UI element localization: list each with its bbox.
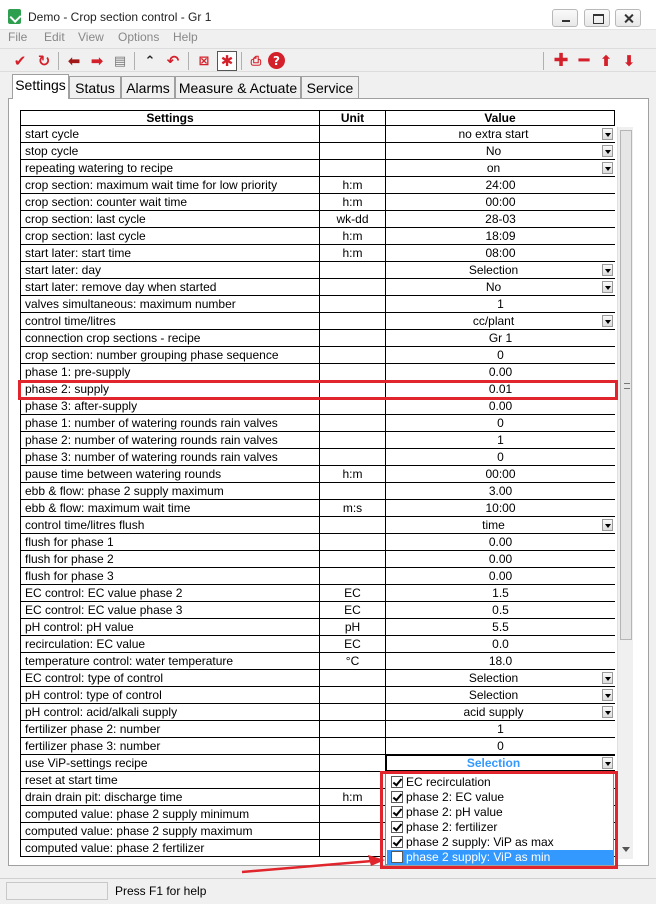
table-row[interactable] [20,755,615,772]
value-field[interactable] [386,449,615,465]
chevron-down-icon[interactable] [602,706,613,718]
value-text: 10:00 [485,501,516,515]
value-text: Selection [468,688,519,702]
table-row[interactable] [20,364,615,381]
table-row[interactable] [20,704,615,721]
value-text: 18:09 [485,229,516,243]
table-row[interactable] [20,619,615,636]
value-text: 18.0 [488,654,513,668]
setting-name-cell: EC control: EC value phase 3 [21,602,320,618]
setting-name-cell: stop cycle [21,143,320,159]
setting-name-cell: flush for phase 2 [21,551,320,567]
unit-cell: h:m [320,789,386,805]
status-text: Press F1 for help [115,884,207,898]
dropdown-option-label: phase 2 supply: ViP as max [406,835,554,849]
setting-name-cell: fertilizer phase 3: number [21,738,320,754]
value-field[interactable] [386,381,615,397]
checkbox[interactable] [391,851,403,863]
chevron-down-icon[interactable] [602,264,613,276]
value-field[interactable] [386,296,615,312]
setting-name-cell: ebb & flow: maximum wait time [21,500,320,516]
maximize-button[interactable] [584,9,610,27]
asterisk-icon[interactable]: ✱ [217,51,237,71]
title-bar [0,0,656,30]
table-row[interactable] [20,194,615,211]
unit-cell [320,432,386,448]
table-row[interactable] [20,211,615,228]
value-text: 00:00 [485,467,516,481]
table-row[interactable] [20,381,615,398]
toolbar-separator [241,52,242,70]
menu-bar [0,30,656,46]
value-field[interactable] [386,177,615,193]
setting-name-cell: valves simultaneous: maximum number [21,296,320,312]
collapse-icon[interactable]: ⌃ [144,53,156,69]
dropdown-option[interactable] [387,835,613,850]
value-field[interactable] [386,364,615,380]
table-row[interactable] [20,160,615,177]
unit-cell [320,517,386,533]
help-icon[interactable]: ? [268,52,285,69]
table-row[interactable] [20,245,615,262]
value-text: No [485,144,502,158]
value-text: 0.00 [488,552,513,566]
arrow-left-icon[interactable]: ⬅ [67,51,81,70]
value-text: 24:00 [485,178,516,192]
value-field[interactable] [386,619,615,635]
value-select[interactable] [386,687,615,703]
setting-name-cell: phase 2: number of watering rounds rain valves [21,432,320,448]
value-select[interactable] [386,160,615,176]
table-row[interactable] [20,262,615,279]
table-row[interactable] [20,483,615,500]
setting-name-cell: start later: remove day when started [21,279,320,295]
value-select[interactable] [386,517,615,533]
value-text: 0 [497,348,504,362]
value-text: 1 [497,297,504,311]
minimize-button[interactable] [552,9,578,27]
setting-name-cell: flush for phase 3 [21,568,320,584]
setting-name-cell: reset at start time [21,772,320,788]
close-button[interactable] [615,9,641,27]
unit-cell: m:s [320,500,386,516]
value-field[interactable] [386,194,615,210]
value-text: 1.5 [492,586,509,600]
chevron-down-icon[interactable] [602,315,613,327]
window-title: Demo - Crop section control - Gr 1 [28,10,212,24]
settings-grid [20,110,615,858]
value-text: Selection [468,263,519,277]
setting-name-cell: computed value: phase 2 supply maximum [21,823,320,839]
setting-name-cell: computed value: phase 2 supply minimum [21,806,320,822]
unit-cell [320,398,386,414]
value-text: Gr 1 [488,331,513,345]
chevron-down-icon[interactable] [602,757,613,769]
value-text: Selection [466,756,521,770]
move-up-icon[interactable]: ⬆ [599,51,613,70]
setting-name-cell: pH control: type of control [21,687,320,703]
print-icon[interactable]: ⎙ [250,53,262,69]
table-row[interactable] [20,517,615,534]
setting-name-cell: pH control: acid/alkali supply [21,704,320,720]
unit-cell [320,262,386,278]
setting-name-cell: drain drain pit: discharge time [21,789,320,805]
checkbox[interactable] [391,776,403,788]
value-text: 0 [497,450,504,464]
value-field[interactable] [386,500,615,516]
value-text: 0.01 [488,382,513,396]
unit-cell [320,126,386,142]
tab-strip [0,74,656,98]
value-text: no extra start [458,127,529,141]
table-row[interactable] [20,670,615,687]
vertical-scrollbar[interactable] [617,127,633,859]
unit-cell: EC [320,585,386,601]
unit-cell [320,347,386,363]
value-select[interactable] [386,755,615,771]
value-text: 0.5 [492,603,509,617]
unit-cell [320,483,386,499]
unit-cell [320,551,386,567]
setting-name-cell: control time/litres [21,313,320,329]
value-text: 0.0 [492,637,509,651]
value-field[interactable] [386,738,615,754]
value-field[interactable] [386,228,615,244]
value-field[interactable] [386,398,615,414]
tab-measure-actuate[interactable]: Measure & Actuate [175,76,301,98]
setting-name-cell: ebb & flow: phase 2 supply maximum [21,483,320,499]
setting-name-cell: recirculation: EC value [21,636,320,652]
table-row[interactable] [20,534,615,551]
toolbar [0,48,656,72]
unit-cell: h:m [320,228,386,244]
scroll-down-icon[interactable] [622,847,630,852]
table-row[interactable] [20,177,615,194]
value-text: 3.00 [488,484,513,498]
value-field[interactable] [386,466,615,482]
value-text: 08:00 [485,246,516,260]
value-text: 0 [497,416,504,430]
unit-cell [320,721,386,737]
unit-cell [320,313,386,329]
refresh-icon[interactable]: ↻ [37,51,51,70]
value-text: 1 [497,722,504,736]
setting-name-cell: fertilizer phase 2: number [21,721,320,737]
table-row[interactable] [20,347,615,364]
annotation-arrow-icon [240,855,390,877]
table-row[interactable] [20,143,615,160]
value-select[interactable] [386,126,615,142]
setting-name-cell: flush for phase 1 [21,534,320,550]
setting-name-cell: crop section: counter wait time [21,194,320,210]
table-row[interactable] [20,330,615,347]
value-text: 1 [497,433,504,447]
table-row[interactable] [20,398,615,415]
chevron-down-icon[interactable] [602,519,613,531]
table-row[interactable] [20,466,615,483]
menu-file[interactable]: File [8,30,28,44]
setting-name-cell: pH control: pH value [21,619,320,635]
value-field[interactable] [386,602,615,618]
value-field[interactable] [386,330,615,346]
setting-name-cell: phase 1: pre-supply [21,364,320,380]
table-row[interactable] [20,636,615,653]
chevron-down-icon[interactable] [602,281,613,293]
dropdown-option-label: phase 2 supply: ViP as min [406,850,551,864]
value-field[interactable] [386,585,615,601]
undo-icon[interactable]: ↶ [166,51,180,70]
value-field[interactable] [386,721,615,737]
unit-cell [320,534,386,550]
dropdown-option-label: EC recirculation [406,775,491,789]
value-text: 28-03 [485,212,516,226]
column-header-settings[interactable]: Settings [21,111,320,126]
remove-icon[interactable]: ━ [578,50,590,71]
unit-cell [320,279,386,295]
menu-help[interactable]: Help [173,30,198,44]
table-row[interactable] [20,568,615,585]
table-row[interactable] [20,228,615,245]
unit-cell [320,755,386,771]
dropdown-option-label: phase 2: fertilizer [406,820,498,834]
value-field[interactable] [386,534,615,550]
unit-cell [320,568,386,584]
value-field[interactable] [386,245,615,261]
table-row[interactable] [20,653,615,670]
delete-icon[interactable]: ⊠ [198,53,210,69]
setting-name-cell: EC control: EC value phase 2 [21,585,320,601]
dropdown-option-label: phase 2: EC value [406,790,505,804]
tab-settings[interactable]: Settings [12,74,69,99]
value-field[interactable] [386,432,615,448]
table-row[interactable] [20,126,615,143]
unit-cell [320,364,386,380]
table-row[interactable] [20,738,615,755]
setting-name-cell: repeating watering to recipe [21,160,320,176]
unit-cell [320,704,386,720]
setting-name-cell: crop section: last cycle [21,211,320,227]
table-row[interactable] [20,551,615,568]
unit-cell: h:m [320,245,386,261]
menu-options[interactable]: Options [118,30,160,44]
setting-name-cell: crop section: maximum wait time for low priority [21,177,320,193]
unit-cell [320,415,386,431]
unit-cell: pH [320,619,386,635]
value-select[interactable] [386,704,615,720]
unit-cell [320,840,386,856]
unit-cell [320,772,386,788]
tab-status[interactable]: Status [69,76,121,98]
setting-name-cell: EC control: type of control [21,670,320,686]
column-header-unit[interactable]: Unit [320,111,386,126]
setting-name-cell: phase 3: after-supply [21,398,320,414]
value-select[interactable] [386,279,615,295]
tab-alarms[interactable]: Alarms [121,76,175,98]
setting-name-cell: start cycle [21,126,320,142]
chevron-down-icon[interactable] [602,672,613,684]
unit-cell: EC [320,636,386,652]
unit-cell [320,670,386,686]
value-field[interactable] [386,347,615,363]
dropdown-option[interactable] [387,820,613,835]
vip-settings-dropdown-list [385,773,614,865]
unit-cell [320,330,386,346]
setting-name-cell: start later: day [21,262,320,278]
value-text: 0.00 [488,535,513,549]
chevron-down-icon[interactable] [602,162,613,174]
value-field[interactable] [386,551,615,567]
scrollbar-thumb[interactable] [620,130,632,640]
table-row[interactable] [20,415,615,432]
add-icon[interactable]: ✚ [553,50,569,71]
setting-name-cell: computed value: phase 2 fertilizer [21,840,320,856]
table-row[interactable] [20,296,615,313]
unit-cell [320,143,386,159]
setting-name-cell: start later: start time [21,245,320,261]
unit-cell [320,806,386,822]
value-field[interactable] [386,653,615,669]
value-text: acid supply [463,705,524,719]
value-text: time [482,518,505,532]
unit-cell [320,381,386,397]
table-row[interactable] [20,500,615,517]
setting-name-cell: use ViP-settings recipe [21,755,320,771]
unit-cell [320,449,386,465]
toolbar-separator [58,52,59,70]
chevron-down-icon[interactable] [602,145,613,157]
unit-cell: h:m [320,466,386,482]
toolbar-separator [543,52,544,70]
value-text: 0.00 [488,399,513,413]
chevron-down-icon[interactable] [602,128,613,140]
value-text: 00:00 [485,195,516,209]
unit-cell: wk-dd [320,211,386,227]
menu-view[interactable]: View [78,30,104,44]
unit-cell [320,687,386,703]
grid-header [20,110,615,126]
value-field[interactable] [386,415,615,431]
table-row[interactable] [20,687,615,704]
list-icon[interactable]: ▤ [113,53,127,69]
table-row[interactable] [20,449,615,466]
status-panel [6,882,108,900]
table-row[interactable] [20,602,615,619]
status-bar [0,878,656,904]
table-row[interactable] [20,279,615,296]
value-select[interactable] [386,143,615,159]
setting-name-cell: crop section: number grouping phase sequence [21,347,320,363]
setting-name-cell: temperature control: water temperature [21,653,320,669]
value-text: 0.00 [488,569,513,583]
unit-cell: h:m [320,194,386,210]
setting-name-cell: crop section: last cycle [21,228,320,244]
setting-name-cell: pause time between watering rounds [21,466,320,482]
value-text: 0.00 [488,365,513,379]
unit-cell [320,823,386,839]
dropdown-option[interactable] [387,805,613,820]
setting-name-cell: phase 3: number of watering rounds rain valves [21,449,320,465]
setting-name-cell: phase 1: number of watering rounds rain valves [21,415,320,431]
chevron-down-icon[interactable] [602,689,613,701]
dropdown-option[interactable] [387,790,613,805]
checkbox[interactable] [391,791,403,803]
menu-edit[interactable]: Edit [44,30,65,44]
value-field[interactable] [386,483,615,499]
table-row[interactable] [20,585,615,602]
unit-cell: °C [320,653,386,669]
tab-service[interactable]: Service [301,76,359,98]
unit-cell: EC [320,602,386,618]
value-text: on [486,161,501,175]
checkbox[interactable] [391,836,403,848]
grip-icon [624,383,630,389]
value-field[interactable] [386,636,615,652]
value-select[interactable] [386,670,615,686]
value-field[interactable] [386,211,615,227]
unit-cell [320,296,386,312]
column-header-value[interactable]: Value [386,111,615,126]
check-icon[interactable]: ✔ [13,51,27,70]
dropdown-option-label: phase 2: pH value [406,805,503,819]
table-row[interactable] [20,313,615,330]
value-field[interactable] [386,568,615,584]
setting-name-cell: phase 2: supply [21,381,320,397]
toolbar-separator [134,52,135,70]
dropdown-option[interactable] [387,850,613,865]
dropdown-option[interactable] [387,775,613,790]
value-select[interactable] [386,313,615,329]
value-select[interactable] [386,262,615,278]
arrow-right-icon[interactable]: ➡ [90,51,104,70]
value-text: No [485,280,502,294]
unit-cell [320,738,386,754]
setting-name-cell: connection crop sections - recipe [21,330,320,346]
app-icon [8,9,21,24]
table-row[interactable] [20,432,615,449]
value-text: cc/plant [472,314,515,328]
checkbox[interactable] [391,806,403,818]
checkbox[interactable] [391,821,403,833]
unit-cell [320,160,386,176]
value-text: 0 [497,739,504,753]
setting-name-cell: control time/litres flush [21,517,320,533]
unit-cell: h:m [320,177,386,193]
move-down-icon[interactable]: ⬇ [622,51,636,70]
table-row[interactable] [20,721,615,738]
value-text: 5.5 [492,620,509,634]
toolbar-separator [188,52,189,70]
value-text: Selection [468,671,519,685]
